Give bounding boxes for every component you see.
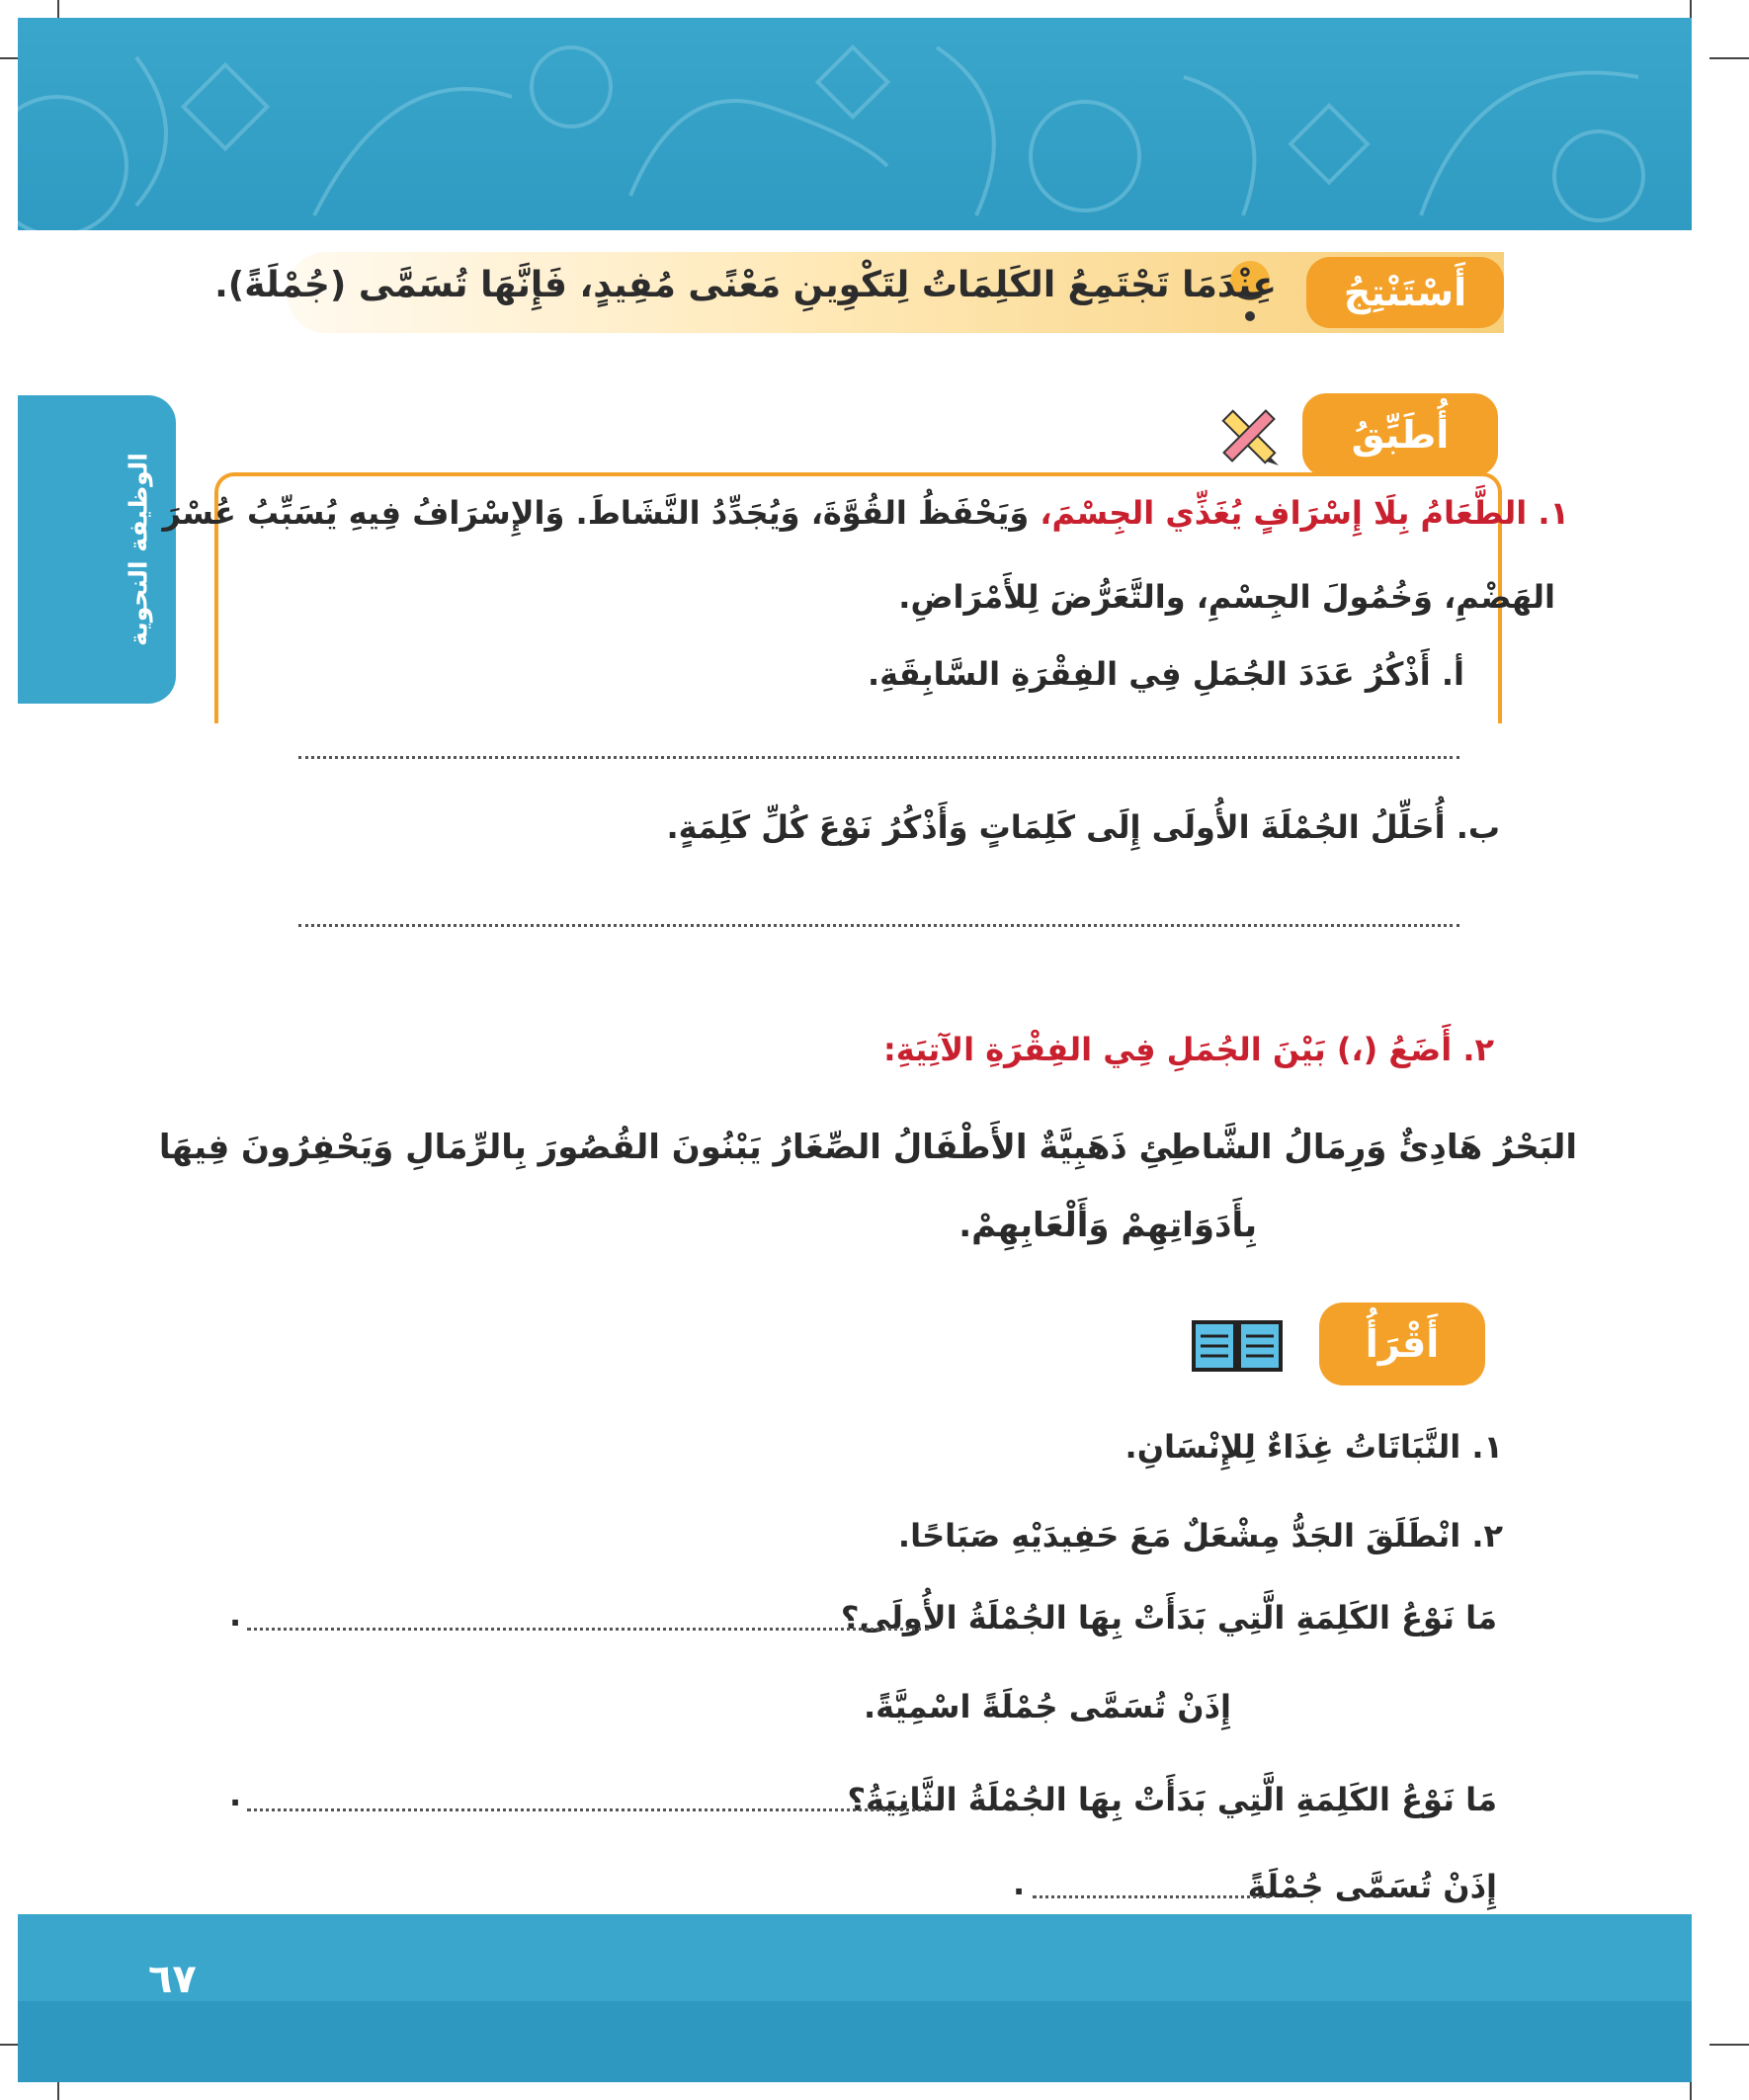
read-sentence-1: ١. النَّبَاتَاتُ غِذَاءٌ لِلإِنْسَانِ. bbox=[1124, 1428, 1503, 1466]
apply-item2-paragraph-line1[interactable]: البَحْرُ هَادِئٌ وَرِمَالُ الشَّاطِئِ ذَهَبِيَّةٌ الأَطْفَالُ الصِّغَارُ يَبْنُونَ القُصُورَ بِالرِّمَالِ وَيَحْفِرُونَ فِيهَا bbox=[158, 1128, 1577, 1167]
answer-end-dot-3: . bbox=[1013, 1865, 1026, 1902]
answer-line-q1[interactable] bbox=[247, 1628, 929, 1631]
crop-mark bbox=[1709, 57, 1749, 59]
crop-mark bbox=[1709, 2044, 1749, 2046]
apply-item1-line2: الهَضْمِ، وَخُمُولَ الجِسْمِ، والتَّعَرُّضَ لِلأَمْرَاضِ. bbox=[898, 578, 1555, 616]
read-answer-2: إِذَنْ تُسَمَّى جُمْلَةً bbox=[1247, 1868, 1497, 1905]
apply-item2-paragraph-line2[interactable]: بِأَدَوَاتِهِمْ وَأَلْعَابِهِمْ. bbox=[958, 1206, 1257, 1245]
header-band bbox=[18, 18, 1692, 230]
question-a: أ. أَذْكُرُ عَدَدَ الجُمَلِ فِي الفِقْرَةِ السَّابِقَةِ. bbox=[867, 655, 1464, 693]
apply-item2-title: ٢. أَضَعُ (،) بَيْنَ الجُمَلِ فِي الفِقْرَةِ الآتِيَةِ: bbox=[882, 1031, 1494, 1068]
answer-line-b[interactable] bbox=[298, 924, 1459, 927]
answer-end-dot-2: . bbox=[229, 1776, 242, 1813]
read-question-1: مَا نَوْعُ الكَلِمَةِ الَّتِي بَدَأَتْ بِهَا الجُمْلَةُ الأُولَى؟ bbox=[840, 1599, 1497, 1637]
read-sentence-2: ٢. انْطَلَقَ الجَدُّ مِشْعَلٌ مَعَ حَفِيدَيْهِ صَبَاحًا. bbox=[897, 1517, 1503, 1554]
answer-end-dot-1: . bbox=[229, 1596, 242, 1634]
conclude-tab-label: أَسْتَنْتِجُ bbox=[1343, 271, 1467, 314]
footer-inner-band bbox=[18, 2001, 1692, 2082]
apply-item1-rest: وَيَحْفَظُ القُوَّةَ، وَيُجَدِّدُ النَّشَاطَ. وَالإِسْرَافُ فِيهِ يُسَبِّبُ عُسْرَ bbox=[162, 494, 1041, 532]
conclude-tab bbox=[1306, 257, 1504, 328]
pencil-ruler-icon bbox=[1213, 400, 1283, 469]
page-number: ٦٧ bbox=[148, 1957, 197, 2002]
question-b: ب. أُحَلِّلُ الجُمْلَةَ الأُولَى إِلَى كَلِمَاتٍ وَأَذْكُرُ نَوْعَ كُلِّ كَلِمَةٍ. bbox=[666, 808, 1500, 846]
apply-item1-line1 bbox=[163, 494, 1570, 532]
read-tab-label: أَقْرَأُ bbox=[1365, 1322, 1440, 1366]
side-tab-label: الوظيفة النحوية bbox=[124, 453, 153, 646]
apply-item1-highlight: ١. الطَّعَامُ بِلَا إِسْرَافٍ يُغَذِّي الجِسْمَ، bbox=[1040, 494, 1569, 532]
apply-tab-label: أُطَبِّقُ bbox=[1351, 413, 1450, 457]
answer-line-q2[interactable] bbox=[247, 1808, 929, 1811]
read-question-2: مَا نَوْعُ الكَلِمَةِ الَّتِي بَدَأَتْ بِهَا الجُمْلَةُ الثَّانِيَةُ؟ bbox=[847, 1781, 1497, 1818]
apply-tab bbox=[1302, 393, 1498, 476]
answer-line-a[interactable] bbox=[298, 756, 1459, 759]
open-book-icon bbox=[1191, 1316, 1284, 1376]
read-answer-1: إِذَنْ تُسَمَّى جُمْلَةً اسْمِيَّةً. bbox=[863, 1688, 1231, 1725]
conclusion-text: عِنْدَمَا تَجْتَمِعُ الكَلِمَاتُ لِتَكْوِينِ مَعْنًى مُفِيدٍ، فَإِنَّهَا تُسَمَّى (جُمْلَةً). bbox=[214, 265, 1277, 305]
calligraphy-pattern bbox=[18, 18, 1692, 230]
read-tab bbox=[1319, 1302, 1485, 1386]
answer-line-a2[interactable] bbox=[1033, 1895, 1270, 1898]
